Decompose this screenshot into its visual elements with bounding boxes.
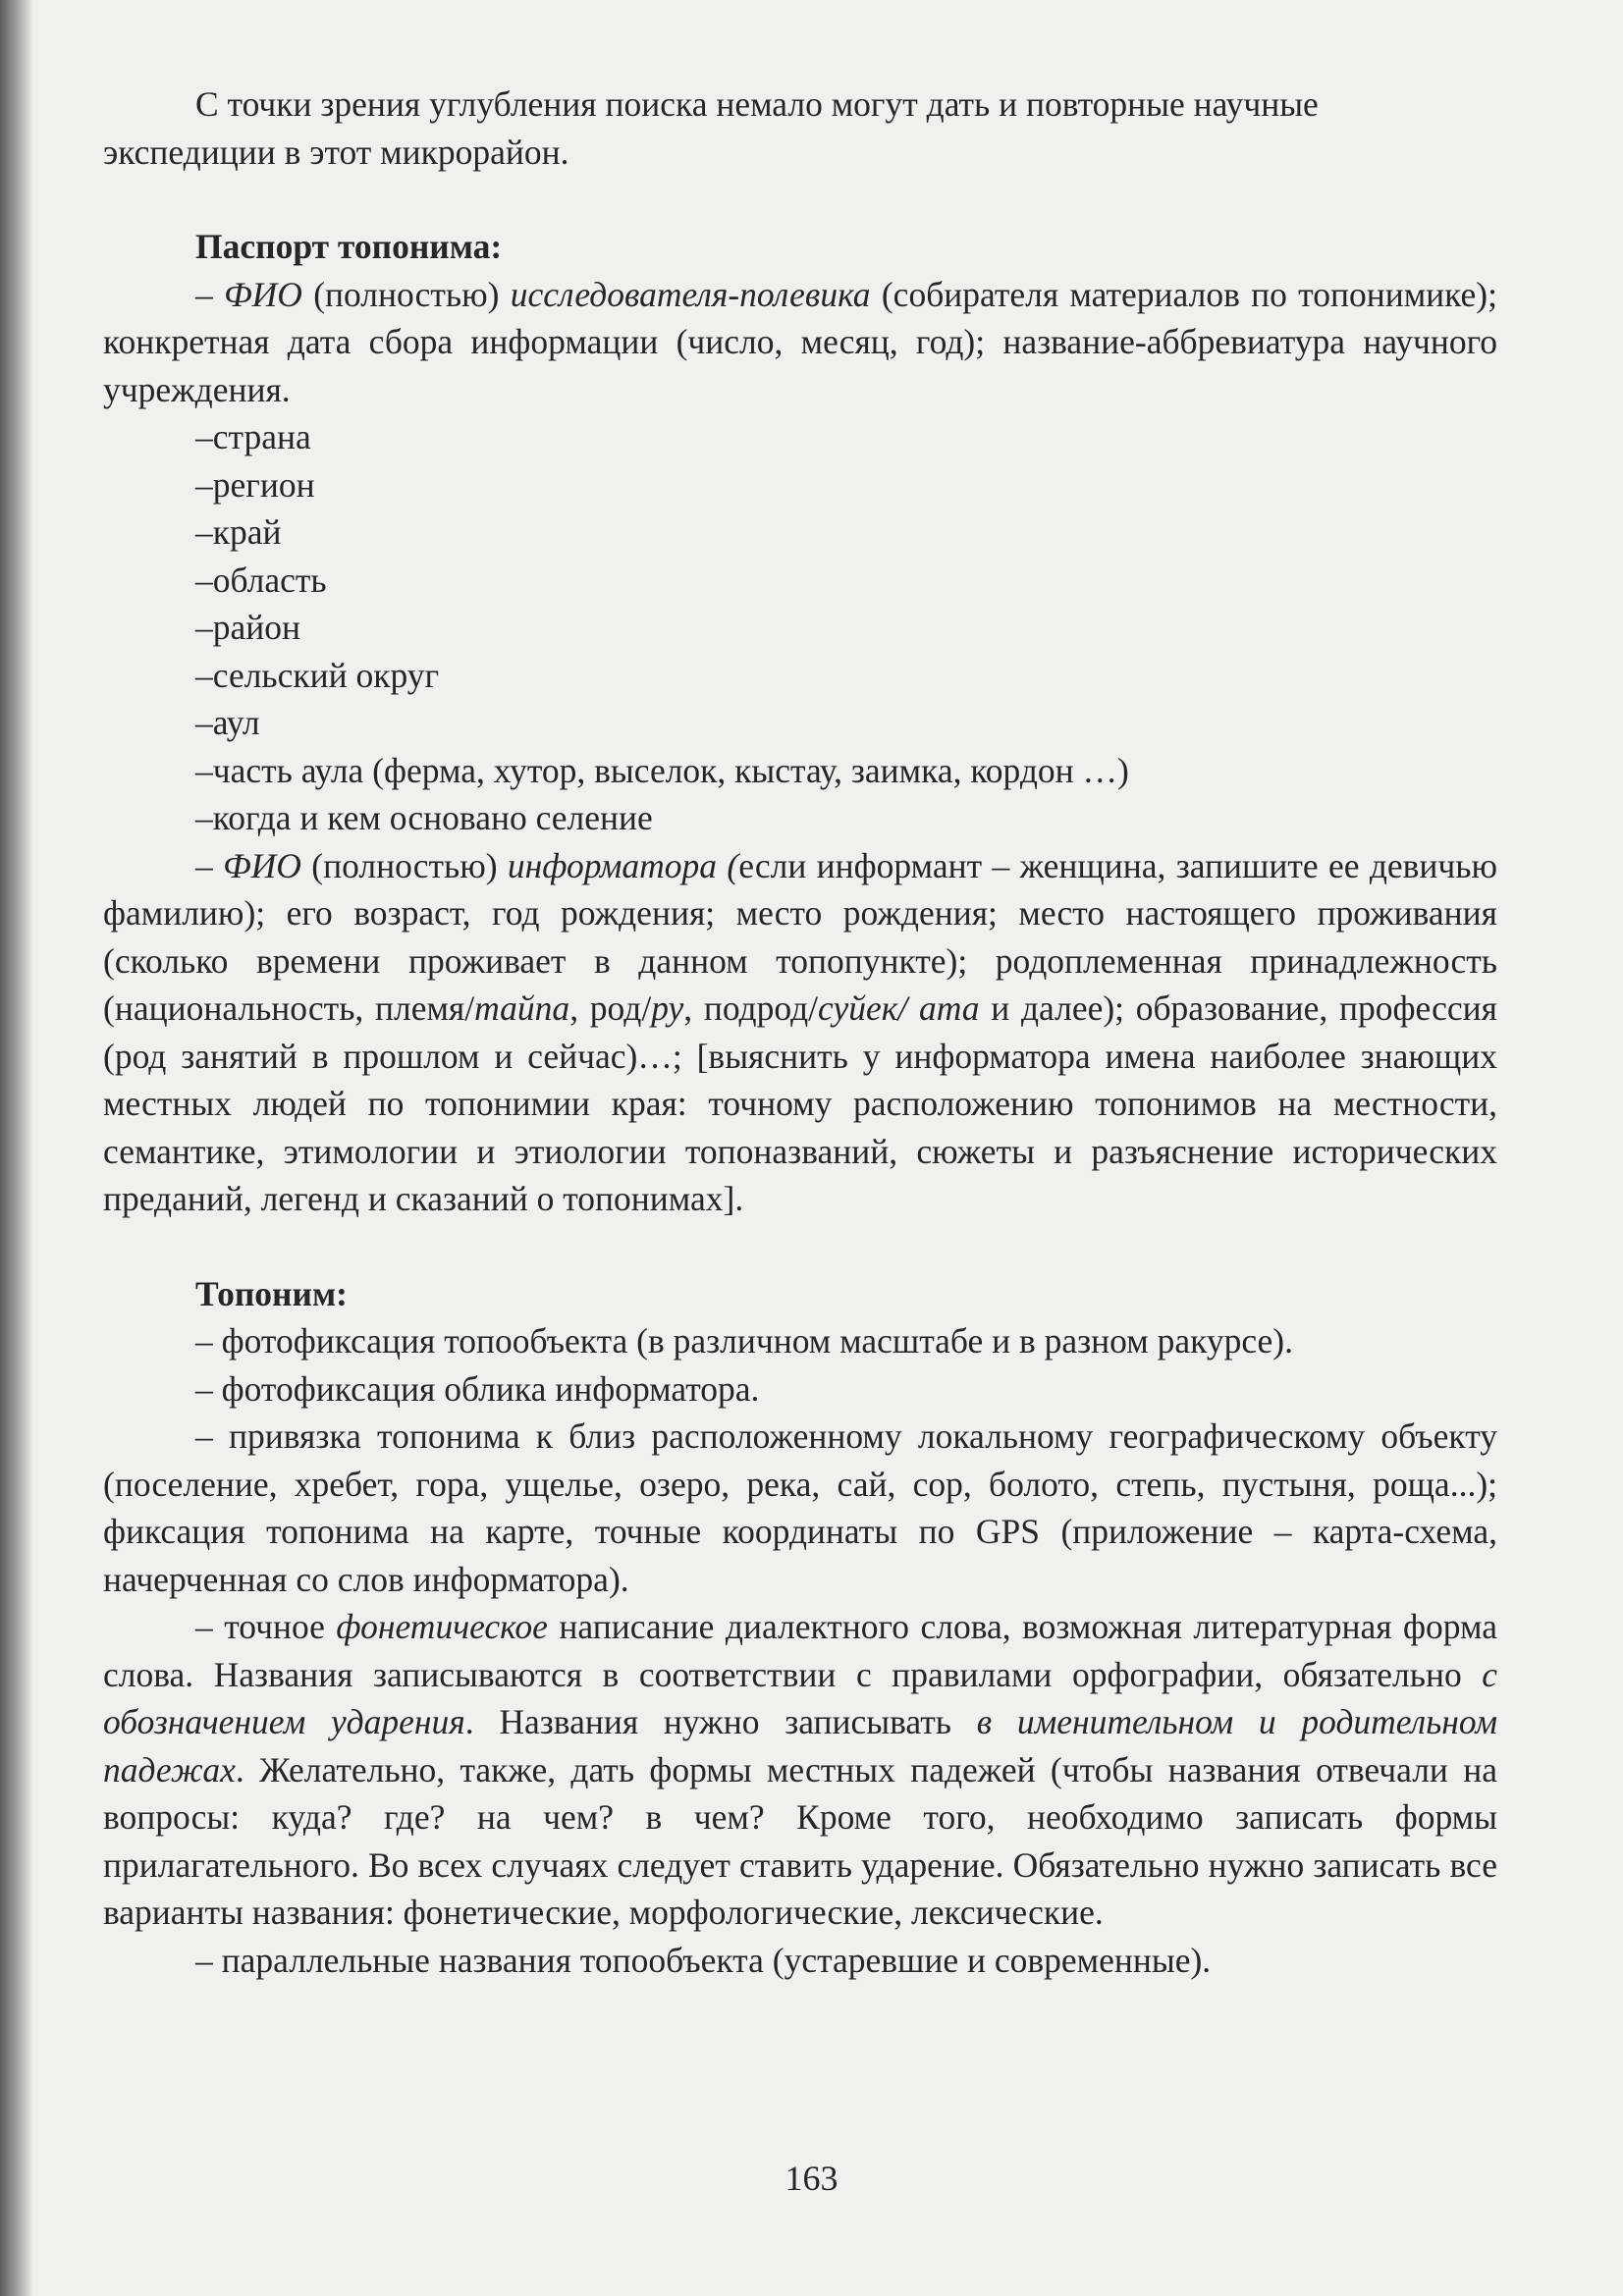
intro-line-1: С точки зрения углубления поиска немало могут дать и повторные научные (195, 84, 1319, 124)
informant-role: информатора ( (507, 845, 739, 885)
book-spine-shadow (0, 0, 33, 2296)
list-item: –страна (195, 417, 311, 456)
phonetic-paragraph: – точное фонетическое написание диалектного слова, возможная литературная форма слова. Названия записываются в соответствии с правилами орфографии, обязательно с обозначением ударения. Названия нужно записывать в именительном и родительном падежах. Желательно, также, дать формы местных падежей (чтобы названия отвечали на вопросы: куда? где? на чем? в чем? Кроме того, необходимо записать формы прилагательного. Во всех случаях следует ставить ударение. Обязательно нужно записать все варианты названия: фонетические, морфологические, лексические. (103, 1607, 1497, 1932)
informant-paragraph: – ФИО (полностью) информатора (если информант – женщина, запишите ее девичью фамилию); его возраст, год рождения; место рождения; место настоящего проживания (сколько времени проживает в данном топопункте); родоплеменная принадлежность (национальность, племя/тайпа, род/ру, подрод/суйек/ ата и далее); образование, профессия (род занятий в прошлом и сейчас)…; [выяснить у информатора имена наиболее знающих местных людей по топонимии края: точному расположению топонимов на местности, семантике, этимологии и этиологии топоназваний, сюжеты и разъяснение исторических преданий, легенд и сказаний о топонимах]. (103, 845, 1497, 1218)
list-item: –аул (195, 703, 260, 742)
list-item: –район (195, 608, 301, 647)
researcher-fio: ФИО (224, 274, 302, 314)
photo-informant-paragraph: – фотофиксация облика информатора. (195, 1368, 760, 1409)
page-content (103, 80, 1497, 1984)
intro-paragraph (103, 80, 1497, 176)
binding-paragraph: – привязка топонима к близ расположенному локальному географическому объекту (поселение, хребет, гора, ущелье, озеро, река, сай, сор, болото, степь, пустыня, роща...); фиксация топонима на карте, точные координаты по GPS (приложение – карта-схема, начерченная со слов информатора). (103, 1416, 1497, 1599)
parallel-paragraph: – параллельные названия топообъекта (устаревшие и современные). (195, 1940, 1212, 1980)
researcher-paragraph: – ФИО (полностью) исследователя-полевика (собирателя материалов по топонимике); конкретная дата сбора информации (число, месяц, год); название-аббревиатура научного учреждения. (103, 274, 1497, 409)
list-item: –часть аула (ферма, хутор, выселок, кыстау, заимка, кордон …) (195, 750, 1129, 790)
list-item: –когда и кем основано селение (195, 798, 653, 837)
list-item: –сельский округ (195, 655, 440, 695)
list-item: –край (195, 512, 282, 552)
photo-object-paragraph: – фотофиксация топообъекта (в различном масштабе и в разном ракурсе). (195, 1321, 1293, 1361)
researcher-role: исследователя-полевика (510, 274, 871, 314)
informant-fio: ФИО (223, 845, 301, 885)
intro-line-2: экспедиции в этот микрорайон. (103, 132, 569, 172)
list-item: –область (195, 560, 327, 600)
page-number: 163 (784, 2159, 839, 2198)
list-item: –регион (195, 464, 315, 505)
passport-heading: Паспорт топонима: (195, 227, 503, 266)
toponym-heading: Топоним: (195, 1273, 348, 1313)
